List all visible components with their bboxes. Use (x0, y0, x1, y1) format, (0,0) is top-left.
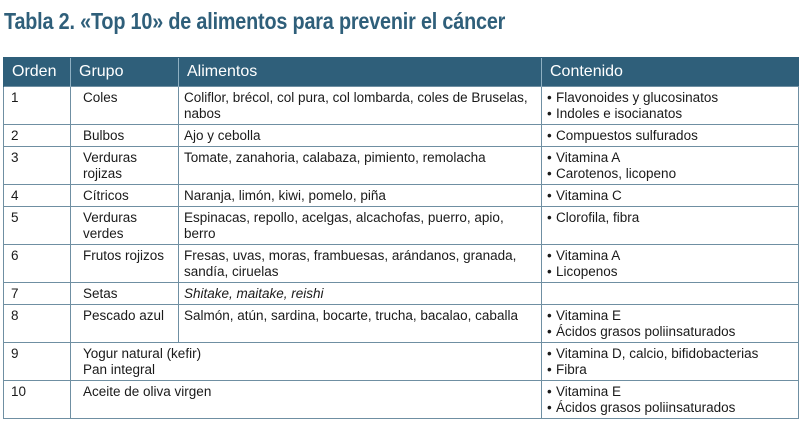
contenido-cell (542, 125, 799, 147)
contenido-item: • Fibra (547, 362, 793, 378)
grupo-cell: Verduras rojizas (71, 147, 179, 185)
contenido-cell (542, 245, 799, 283)
orden-cell: 9 (4, 343, 71, 381)
orden-cell: 1 (4, 87, 71, 125)
grupo-cell: Bulbos (71, 125, 179, 147)
contenido-list (547, 346, 793, 378)
grupo-cell: Coles (71, 87, 179, 125)
foods-table (3, 57, 799, 419)
contenido-cell (542, 283, 799, 305)
contenido-list (547, 150, 793, 182)
orden-cell: 6 (4, 245, 71, 283)
contenido-cell (542, 207, 799, 245)
orden-cell: 8 (4, 305, 71, 343)
contenido-item: • Vitamina C (547, 188, 793, 204)
contenido-list (547, 210, 793, 226)
contenido-item: • Vitamina E (547, 308, 793, 324)
table-row (4, 343, 799, 381)
header-contenido: Contenido (542, 58, 799, 87)
contenido-item: • Clorofila, fibra (547, 210, 793, 226)
orden-cell: 10 (4, 381, 71, 419)
alimentos-cell: Naranja, limón, kiwi, pomelo, piña (179, 185, 542, 207)
grupo-line: Aceite de oliva virgen (83, 384, 212, 399)
contenido-item: • Carotenos, licopeno (547, 166, 793, 182)
contenido-cell (542, 147, 799, 185)
table-row (4, 147, 799, 185)
orden-cell: 7 (4, 283, 71, 305)
grupo-line: Pan integral (83, 362, 156, 377)
contenido-item: • Licopenos (547, 264, 793, 280)
contenido-item: • Compuestos sulfurados (547, 128, 793, 144)
contenido-cell (542, 87, 799, 125)
contenido-list (547, 248, 793, 280)
grupo-cell: Cítricos (71, 185, 179, 207)
table-row (4, 125, 799, 147)
grupo-alimentos-cell (71, 343, 542, 381)
contenido-item: • Ácidos grasos poliinsaturados (547, 400, 793, 416)
contenido-item: • Vitamina E (547, 384, 793, 400)
alimentos-cell: Shitake, maitake, reishi (179, 283, 542, 305)
grupo-cell: Pescado azul (71, 305, 179, 343)
contenido-cell (542, 185, 799, 207)
contenido-list (547, 188, 793, 204)
contenido-item: • Ácidos grasos poliinsaturados (547, 324, 793, 340)
contenido-list (547, 308, 793, 340)
contenido-item: • Vitamina D, calcio, bifidobacterias (547, 346, 793, 362)
table-title: Tabla 2. «Top 10» de alimentos para prevenir el cáncer (4, 8, 506, 34)
contenido-item: • Vitamina A (547, 150, 793, 166)
header-grupo: Grupo (71, 58, 179, 87)
contenido-item: • Flavonoides y glucosinatos (547, 90, 793, 106)
table-row (4, 283, 799, 305)
orden-cell: 4 (4, 185, 71, 207)
alimentos-cell: Espinacas, repollo, acelgas, alcachofas, puerro, apio, berro (179, 207, 542, 245)
contenido-cell (542, 305, 799, 343)
alimentos-cell: Tomate, zanahoria, calabaza, pimiento, remolacha (179, 147, 542, 185)
grupo-alimentos-cell (71, 381, 542, 419)
table-row (4, 87, 799, 125)
grupo-cell: Setas (71, 283, 179, 305)
orden-cell: 5 (4, 207, 71, 245)
orden-cell: 3 (4, 147, 71, 185)
header-row (4, 58, 799, 87)
alimentos-cell: Ajo y cebolla (179, 125, 542, 147)
table-row (4, 305, 799, 343)
alimentos-cell: Salmón, atún, sardina, bocarte, trucha, bacalao, caballa (179, 305, 542, 343)
contenido-list (547, 90, 793, 122)
alimentos-cell: Coliflor, brécol, col pura, col lombarda, coles de Bruselas, nabos (179, 87, 542, 125)
grupo-cell: Verduras verdes (71, 207, 179, 245)
contenido-list (547, 128, 793, 144)
table-row (4, 245, 799, 283)
contenido-item: • Indoles e isocianatos (547, 106, 793, 122)
contenido-list (547, 384, 793, 416)
contenido-cell (542, 381, 799, 419)
header-alimentos: Alimentos (179, 58, 542, 87)
table-row (4, 185, 799, 207)
grupo-cell: Frutos rojizos (71, 245, 179, 283)
contenido-item: • Vitamina A (547, 248, 793, 264)
contenido-cell (542, 343, 799, 381)
orden-cell: 2 (4, 125, 71, 147)
alimentos-cell: Fresas, uvas, moras, frambuesas, arándanos, granada, sandía, ciruelas (179, 245, 542, 283)
header-orden: Orden (4, 58, 71, 87)
table-row (4, 207, 799, 245)
grupo-line: Yogur natural (kefir) (83, 346, 202, 361)
table-row (4, 381, 799, 419)
